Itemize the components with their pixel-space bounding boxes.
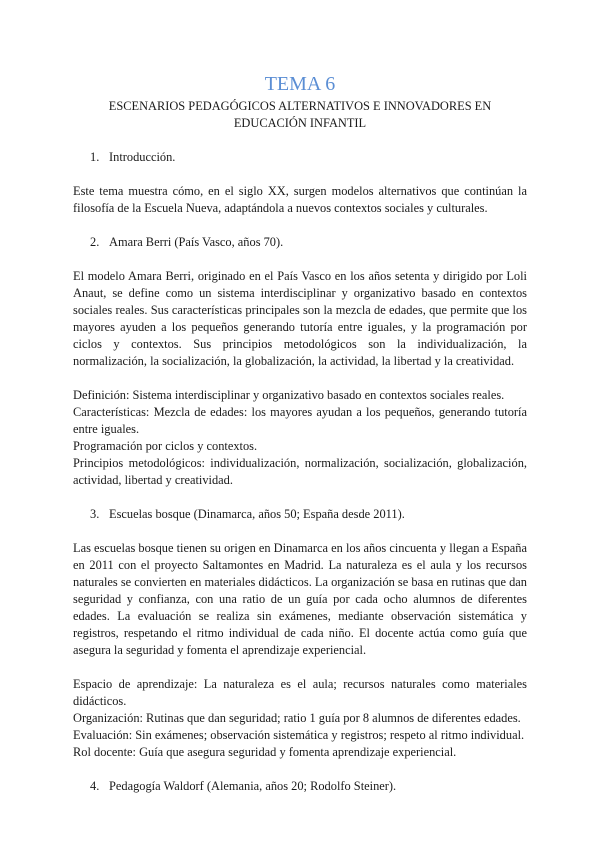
section-paragraph: Este tema muestra cómo, en el siglo XX, surgen modelos alternativos que continúan la filosofía de la Escuela Nueva, adaptándola a nuevos contextos sociales y culturales.: [73, 184, 527, 215]
section-heading-amara-berri: [73, 234, 527, 251]
summary-line: Características: Mezcla de edades: los mayores ayudan a los pequeños, generando tutoría entre iguales.: [73, 405, 527, 436]
summary-line: Organización: Rutinas que dan seguridad; ratio 1 guía por 8 alumnos de diferentes edades.: [73, 711, 521, 725]
summary-line: Principios metodológicos: individualización, normalización, socialización, globalización, actividad, libertad y creatividad.: [73, 456, 527, 487]
section-title: Amara Berri (País Vasco, años 70).: [109, 235, 284, 249]
section-heading-waldorf: [73, 778, 527, 795]
section-title: Pedagogía Waldorf (Alemania, años 20; Rodolfo Steiner).: [109, 779, 397, 793]
section-number: 2.: [90, 235, 100, 249]
document-page: [73, 72, 527, 795]
section-number: 4.: [90, 779, 100, 793]
summary-block: [73, 676, 527, 761]
document-subtitle: ESCENARIOS PEDAGÓGICOS ALTERNATIVOS E INNOVADORES EN EDUCACIÓN INFANTIL: [108, 99, 492, 130]
section-paragraph: Las escuelas bosque tienen su origen en Dinamarca en los años cincuenta y llegan a España en 2011 con el proyecto Saltamontes en Madrid. La naturaleza es el aula y los recursos naturales se convierten en materiales didácticos. La organización se basa en rutinas que dan seguridad y confianza, con una ratio de un guía por cada ocho alumnos de diferentes edades. La evaluación se realiza sin exámenes, mediante observación sistemática y registros, respetando el ritmo individual de cada niño. El docente actúa como guía que asegura la seguridad y fomenta el aprendizaje experiencial.: [73, 541, 527, 657]
section-heading-introduccion: [73, 149, 527, 166]
section-heading-escuelas-bosque: [73, 506, 527, 523]
summary-line: Espacio de aprendizaje: La naturaleza es el aula; recursos naturales como materiales didácticos.: [73, 677, 527, 708]
section-number: 3.: [90, 507, 100, 521]
document-title: TEMA 6: [264, 73, 336, 95]
summary-line: Definición: Sistema interdisciplinar y organizativo basado en contextos sociales reales.: [73, 388, 505, 402]
section-number: 1.: [90, 150, 100, 164]
section-paragraph: El modelo Amara Berri, originado en el País Vasco en los años setenta y dirigido por Loli Anaut, se define como un sistema interdisciplinar y organizativo basado en contextos sociales reales. Sus características principales son la mezcla de edades, que permite que los mayores ayuden a los pequeños generando tutoría entre iguales, y la programación por ciclos y contextos. Sus principios metodológicos son la individualización, la normalización, la socialización, la globalización, la actividad, la libertad y la creatividad.: [73, 269, 527, 368]
summary-block: [73, 387, 527, 489]
section-title: Introducción.: [109, 150, 176, 164]
summary-line: Rol docente: Guía que asegura seguridad y fomenta aprendizaje experiencial.: [73, 745, 457, 759]
section-title: Escuelas bosque (Dinamarca, años 50; España desde 2011).: [109, 507, 405, 521]
summary-line: Evaluación: Sin exámenes; observación sistemática y registros; respeto al ritmo individual.: [73, 728, 525, 742]
summary-line: Programación por ciclos y contextos.: [73, 439, 258, 453]
